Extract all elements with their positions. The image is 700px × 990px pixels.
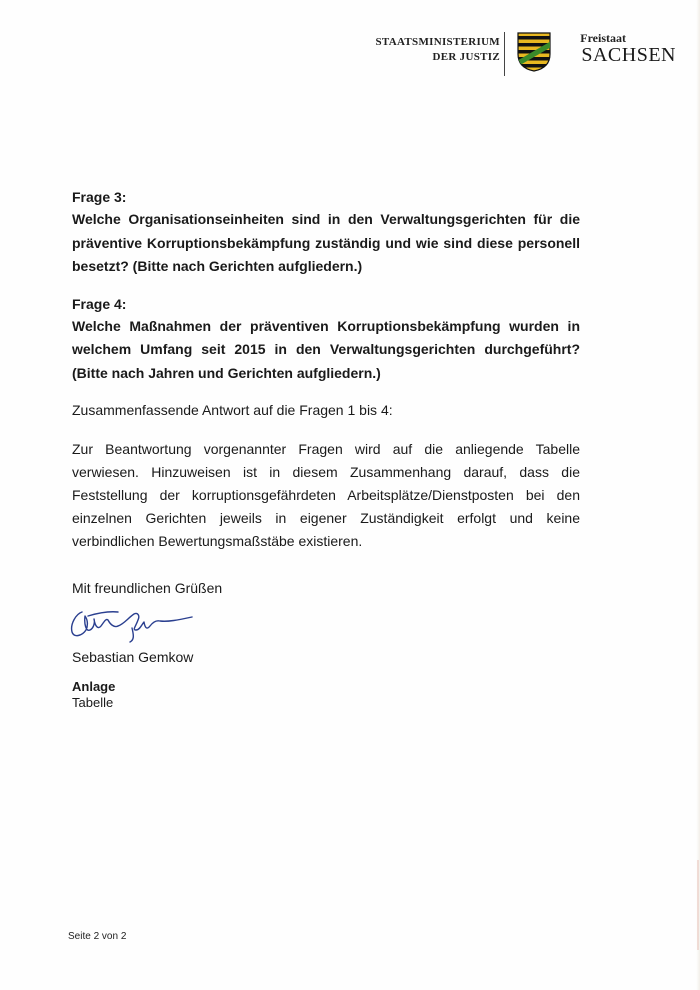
attachment-item: Tabelle (72, 695, 114, 710)
page-edge-shadow (696, 0, 700, 990)
question-text: Welche Organisationseinheiten sind in den Verwaltungsgerichten für die präventive Korruptionsbekämpfung zuständig und wie sind diese personell besetzt? (Bitte nach Gerichten aufgliedern.) (72, 211, 580, 274)
question-label: Frage 3: (72, 189, 127, 205)
letterhead-divider (504, 32, 505, 76)
signer-name: Sebastian Gemkow (72, 649, 194, 665)
ministry-line-2: DER JUSTIZ (432, 51, 500, 63)
question-block (72, 186, 580, 279)
saxony-coat-of-arms-icon (517, 32, 551, 72)
question-text: Welche Maßnahmen der präventiven Korruptionsbekämpfung wurden in welchem Umfang seit 2015 in den Verwaltungsgerichten durchgeführt? (Bitte nach Jahren und Gerichten aufgliedern.) (72, 317, 580, 381)
page-edge-mark (697, 860, 699, 950)
question-label: Frage 4: (72, 295, 127, 312)
ministry-line-1: STAATSMINISTERIUM (375, 36, 500, 48)
question-block (72, 293, 580, 386)
state-prefix: Freistaat (580, 31, 626, 45)
closing-greeting: Mit freundlichen Grüßen (72, 580, 223, 596)
answer-heading: Zusammenfassende Antwort auf die Fragen 1 bis 4: (72, 402, 393, 418)
state-name: SACHSEN (581, 44, 676, 66)
attachment-label: Anlage (72, 679, 116, 694)
handwritten-signature (68, 604, 198, 644)
answer-body: Zur Beantwortung vorgenannter Fragen wird auf die anliegende Tabelle verwiesen. Hinzuweisen ist in diesem Zusammenhang darauf, dass die Feststellung der korruptionsgefährdeten Arbeitsplätze/Dienstposten bei den einzelnen Gerichten jeweils in eigener Zuständigkeit erfolgt und keine verbindlichen Bewertungsmaßstäbe existieren. (72, 441, 580, 549)
letter-body (72, 186, 580, 711)
page-number: Seite 2 von 2 (68, 931, 127, 942)
ministry-name (376, 35, 501, 65)
